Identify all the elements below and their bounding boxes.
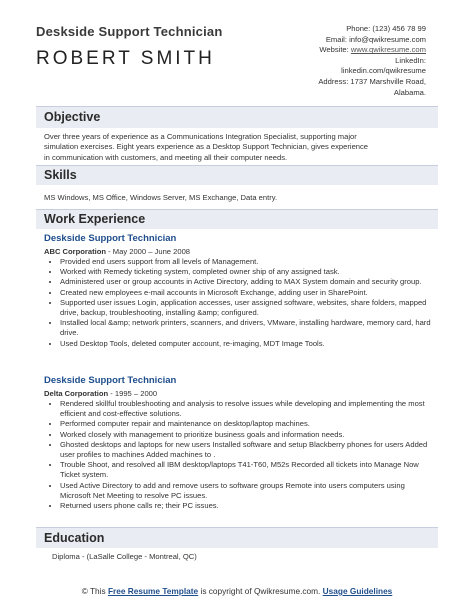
job-bullets bbox=[44, 257, 434, 349]
objective-line: in communication with customers, and meeting all their computer needs. bbox=[44, 152, 288, 162]
job-bullet: • Used Desktop Tools, deleted computer account, re-imaging, MDT Image Tools. bbox=[60, 339, 434, 349]
contact-address-line2: Alabama. bbox=[393, 87, 426, 97]
skills-section-header bbox=[36, 165, 438, 185]
copyright-footer bbox=[0, 586, 474, 597]
footer-prefix: © This bbox=[81, 586, 108, 596]
job-bullets bbox=[44, 399, 434, 511]
job-company: ABC Corporation bbox=[44, 247, 107, 256]
job-bullet: • Rendered skillful troubleshooting and analysis to resolve issues while developing and implementing the most efficient and cost-effective solutions. bbox=[60, 399, 434, 419]
objective-section-header bbox=[36, 106, 438, 128]
free-resume-template-link[interactable]: Free Resume Template bbox=[107, 586, 199, 596]
skills-text: MS Windows, MS Office, Windows Server, MS Exchange, Data entry. bbox=[44, 193, 278, 202]
job-bullet: • Trouble Shoot, and resolved all IBM desktop/laptops T41-T60, M52s Recorded all tickets into Manage Now Ticket system. bbox=[60, 460, 434, 480]
usage-guidelines-link[interactable]: Usage Guidelines bbox=[322, 586, 393, 596]
job-role: Deskside Support Technician bbox=[44, 375, 177, 386]
job-entry bbox=[44, 233, 434, 349]
contact-linkedin-label: LinkedIn: bbox=[395, 55, 426, 65]
education-section-header bbox=[36, 527, 438, 548]
job-bullet: • Administered user or group accounts in Active Directory, adding to MAX System domain and security group. bbox=[60, 277, 434, 287]
objective-line: Over three years of experience as a Communications Integration Specialist, supporting major bbox=[44, 132, 357, 141]
objective-title: Objective bbox=[44, 110, 101, 124]
header-job-title: Deskside Support Technician bbox=[36, 24, 223, 39]
skills-title: Skills bbox=[44, 168, 77, 182]
job-role: Deskside Support Technician bbox=[44, 233, 177, 244]
job-bullet: • Created new employees e-mail accounts in Microsoft Exchange, adding user in SharePoint. bbox=[60, 288, 434, 298]
job-bullet: • Worked closely with management to prioritize business goals and information needs. bbox=[60, 430, 434, 440]
job-entry bbox=[44, 375, 434, 511]
job-dates: - 1995 – 2000 bbox=[108, 389, 158, 398]
job-meta bbox=[44, 247, 434, 256]
contact-email: Email: info@qwikresume.com bbox=[325, 34, 426, 44]
contact-website bbox=[318, 45, 426, 56]
objective-line: simulation exercises. Eight years experience as a Desktop Support Technician, gives experience bbox=[44, 142, 369, 152]
contact-address-line1: Address: 1737 Marshville Road, bbox=[318, 76, 426, 86]
website-link[interactable]: www.qwikresume.com bbox=[350, 45, 426, 55]
work-experience-title: Work Experience bbox=[44, 212, 146, 226]
candidate-name: ROBERT SMITH bbox=[36, 48, 215, 69]
education-title: Education bbox=[44, 531, 105, 545]
job-bullet: • Installed local &amp; network printers, scanners, and drivers, VMware, installing hardware, memory card, hard drive. bbox=[60, 318, 434, 338]
job-bullet: • Ghosted desktops and laptops for new users Installed software and setup Blackberry phones for users Added user profiles to machines Added machines to . bbox=[60, 440, 434, 460]
resume-header bbox=[36, 24, 436, 102]
job-meta bbox=[44, 389, 434, 398]
job-bullet: • Returned users phone calls re; their PC issues. bbox=[60, 501, 434, 511]
job-dates: - May 2000 – June 2008 bbox=[106, 247, 191, 256]
job-bullet: • Provided end users support from all levels of Management. bbox=[60, 257, 434, 267]
education-text: Diploma - (LaSalle College - Montreal, QC) bbox=[52, 552, 197, 561]
footer-middle: is copyright of Qwikresume.com. bbox=[198, 586, 323, 596]
website-label: Website: bbox=[319, 45, 351, 55]
objective-text bbox=[44, 132, 436, 163]
job-bullet: • Worked with Remedy ticketing system, completed owner ship of any assigned task. bbox=[60, 267, 434, 277]
job-bullet: • Supported user issues Login, application accesses, user assigned software, websites, share folders, mapped drive, backup, troubleshooting, installing &amp; configured. bbox=[60, 298, 434, 318]
contact-info bbox=[318, 24, 426, 98]
contact-linkedin-url: linkedin.com/qwikresume bbox=[341, 66, 426, 76]
job-bullet: • Performed computer repair and maintenance on desktop/laptop machines. bbox=[60, 419, 434, 429]
contact-phone: Phone: (123) 456 78 99 bbox=[346, 24, 426, 33]
job-bullet: • Used Active Directory to add and remove users to software groups Remote into users computers using Microsoft Net Meeting to resolve PC issues. bbox=[60, 481, 434, 501]
work-experience-section-header bbox=[36, 209, 438, 229]
job-company: Delta Corporation bbox=[44, 389, 109, 398]
